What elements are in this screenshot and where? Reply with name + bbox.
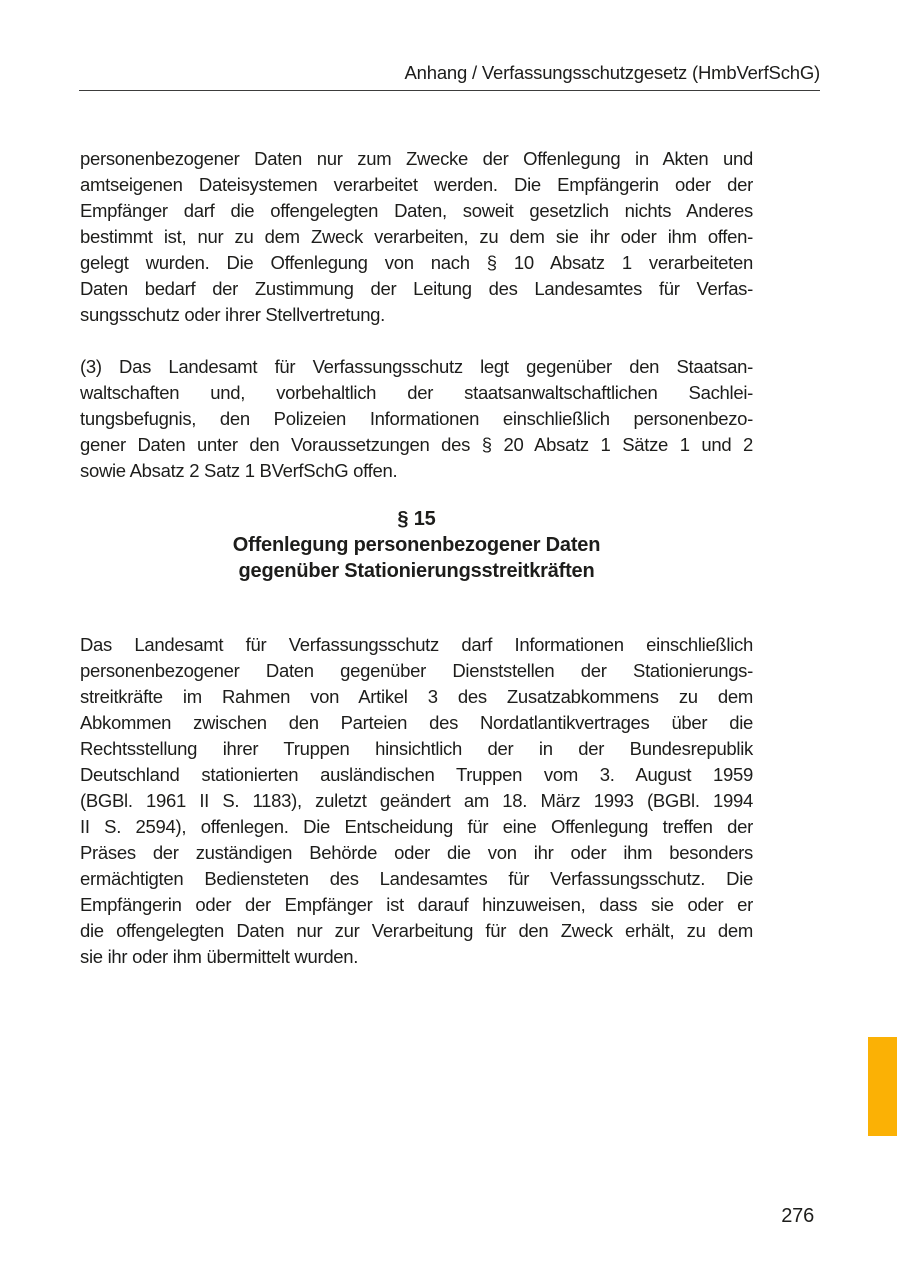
text-line: sowie Absatz 2 Satz 1 BVerfSchG offen. — [80, 460, 398, 481]
paragraph-continuation — [80, 146, 753, 328]
header-rule — [79, 90, 820, 91]
text-line: Empfängerin oder der Empfänger ist darauf hinzuweisen, dass sie oder er — [80, 894, 753, 915]
text-line: personenbezogener Daten nur zum Zwecke der Offenlegung in Akten und — [80, 148, 753, 169]
text-line: sie ihr oder ihm übermittelt wurden. — [80, 946, 359, 967]
text-line: Daten bedarf der Zustimmung der Leitung des Landesamtes für Verfas- — [80, 278, 753, 299]
section-heading — [80, 506, 753, 584]
text-line: II S. 2594), offenlegen. Die Entscheidung für eine Offenlegung treffen der — [80, 816, 753, 837]
running-header: Anhang / Verfassungsschutzgesetz (HmbVerfSchG) — [404, 62, 820, 83]
page-number: 276 — [781, 1205, 814, 1227]
section-title-line-1: Offenlegung personenbezogener Daten — [232, 534, 601, 556]
text-line: gelegt wurden. Die Offenlegung von nach § 10 Absatz 1 verarbeiteten — [80, 252, 753, 273]
text-line: Empfänger darf die offengelegten Daten, soweit gesetzlich nichts Anderes — [80, 200, 753, 221]
thumb-index-tab — [868, 1037, 897, 1136]
text-line: tungsbefugnis, den Polizeien Informationen einschließlich personenbezo- — [80, 408, 753, 429]
text-line: waltschaften und, vorbehaltlich der staatsanwaltschaftlichen Sachlei- — [80, 382, 753, 403]
text-line: Präses der zuständigen Behörde oder die von ihr oder ihm besonders — [80, 842, 753, 863]
text-line: sungsschutz oder ihrer Stellvertretung. — [80, 304, 386, 325]
text-line: die offengelegten Daten nur zur Verarbeitung für den Zweck erhält, zu dem — [80, 920, 753, 941]
text-line: Rechtsstellung ihrer Truppen hinsichtlich der in der Bundesrepublik — [80, 738, 753, 759]
text-line: streitkräfte im Rahmen von Artikel 3 des Zusatzabkommens zu dem — [80, 686, 753, 707]
text-line: ermächtigten Bediensteten des Landesamtes für Verfassungsschutz. Die — [80, 868, 753, 889]
paragraph-section-15 — [80, 632, 753, 970]
text-line: Deutschland stationierten ausländischen Truppen vom 3. August 1959 — [80, 764, 753, 785]
text-line: personenbezogener Daten gegenüber Dienststellen der Stationierungs- — [80, 660, 753, 681]
text-line: (BGBl. 1961 II S. 1183), zuletzt geändert am 18. März 1993 (BGBl. 1994 — [80, 790, 753, 811]
section-title-line-2: gegenüber Stationierungsstreitkräften — [238, 560, 595, 582]
paragraph-absatz-3 — [80, 354, 753, 484]
section-number: § 15 — [397, 508, 436, 530]
text-line: gener Daten unter den Voraussetzungen des § 20 Absatz 1 Sätze 1 und 2 — [80, 434, 753, 455]
text-line: Das Landesamt für Verfassungsschutz darf Informationen einschließlich — [80, 634, 753, 655]
text-line: (3) Das Landesamt für Verfassungsschutz legt gegenüber den Staatsan- — [80, 356, 753, 377]
text-line: Abkommen zwischen den Parteien des Nordatlantikvertrages über die — [80, 712, 753, 733]
text-line: bestimmt ist, nur zu dem Zweck verarbeiten, zu dem sie ihr oder ihm offen- — [80, 226, 753, 247]
text-line: amtseigenen Dateisystemen verarbeitet werden. Die Empfängerin oder der — [80, 174, 753, 195]
